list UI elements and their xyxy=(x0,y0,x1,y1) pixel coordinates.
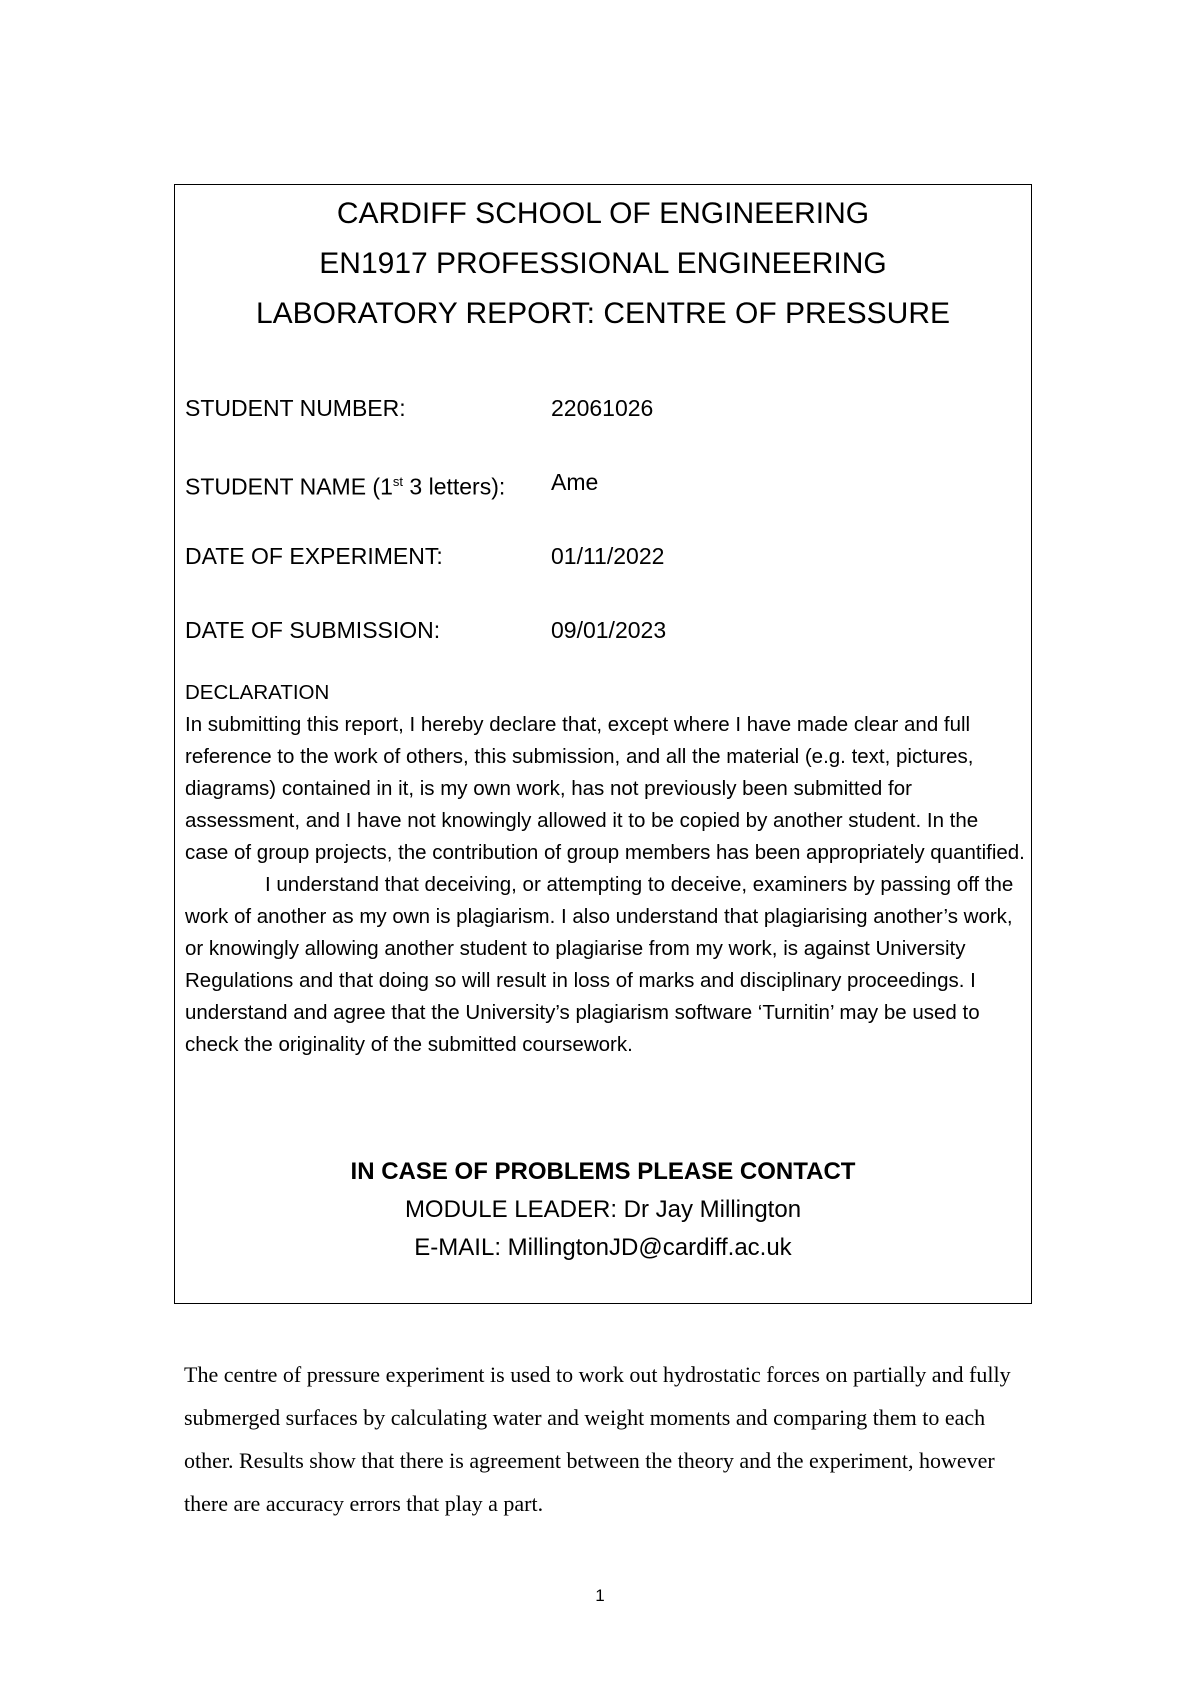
declaration-heading: DECLARATION xyxy=(185,681,330,704)
declaration-paragraph: In submitting this report, I hereby declare that, except where I have made clear and full reference to the work of others, this submission, and all the material (e.g. text, pictures, diagrams) contained in it, is my own work, has not previously been submitted for assessment, and I have not knowingly allowed it to be copied by another student. In the case of group projects, the contribution of group members has been appropriately quantified. xyxy=(185,713,1025,864)
date-of-experiment-value: 01/11/2022 xyxy=(551,543,665,569)
module-leader: MODULE LEADER: Dr Jay Millington xyxy=(404,1196,802,1223)
student-number-value: 22061026 xyxy=(551,395,654,421)
cover-sheet-box xyxy=(174,184,1032,1304)
cover-title-block xyxy=(175,189,1031,339)
date-of-submission-value: 09/01/2023 xyxy=(551,617,667,643)
page-number: 1 xyxy=(595,1586,605,1605)
contact-heading: IN CASE OF PROBLEMS PLEASE CONTACT xyxy=(350,1158,856,1185)
student-name-label-superscript: st xyxy=(392,474,404,489)
contact-block xyxy=(175,1153,1031,1267)
student-name-label xyxy=(185,467,505,502)
report-title: LABORATORY REPORT: CENTRE OF PRESSURE xyxy=(255,297,951,330)
school-title: CARDIFF SCHOOL OF ENGINEERING xyxy=(336,197,870,230)
declaration-section xyxy=(185,677,1025,1061)
contact-email: E-MAIL: MillingtonJD@cardiff.ac.uk xyxy=(414,1234,792,1261)
date-of-experiment-label: DATE OF EXPERIMENT: xyxy=(185,543,443,569)
plagiarism-paragraph: I understand that deceiving, or attempting to deceive, examiners by passing off the work of another as my own is plagiarism. I also understand that plagiarising another’s work, or knowingly allowing another student to plagiarise from my work, is against University Regulations and that doing so will result in loss of marks and disciplinary proceedings. I understand and agree that the University’s plagiarism software ‘Turnitin’ may be used to check the originality of the submitted coursework. xyxy=(185,873,1014,1056)
student-name-value: Ame xyxy=(551,469,599,495)
student-name-label-suffix: 3 letters): xyxy=(403,473,506,500)
date-of-submission-label: DATE OF SUBMISSION: xyxy=(185,617,441,643)
module-title: EN1917 PROFESSIONAL ENGINEERING xyxy=(319,247,887,280)
student-number-label: STUDENT NUMBER: xyxy=(185,395,406,421)
abstract-paragraph: The centre of pressure experiment is used to work out hydrostatic forces on partially and fully submerged surfaces by calculating water and weight moments and comparing them to each other. Results show that there is agreement between the theory and the experiment, however there are accuracy errors that play a part. xyxy=(184,1362,1011,1516)
student-name-label-prefix: STUDENT NAME (1 xyxy=(185,473,393,500)
